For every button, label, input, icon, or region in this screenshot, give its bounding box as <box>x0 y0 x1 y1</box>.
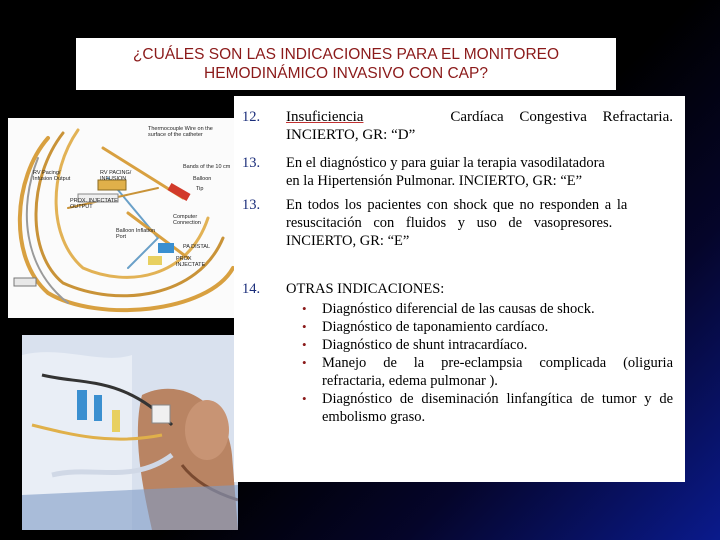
item-text-line2: INCIERTO, GR: “D” <box>286 127 416 143</box>
indication-item-14 <box>242 280 673 480</box>
bullet-item: • Manejo de la pre-eclampsia complicada (oliguria refractaria, edema pulmonar ). <box>302 355 673 389</box>
bullet-icon: • <box>302 301 307 316</box>
label-pa-distal: PA DISTAL <box>183 244 211 250</box>
bullet-icon: • <box>302 355 307 370</box>
bullet-icon: • <box>302 319 307 334</box>
bullet-icon: • <box>302 337 307 352</box>
item-text-line1: Cardíaca Congestiva Refractaria. <box>450 109 673 125</box>
slide-title <box>76 38 616 90</box>
bullet-item: • Diagnóstico de taponamiento cardíaco. <box>302 319 549 335</box>
label-balloon: Balloon <box>193 176 212 182</box>
label-rv-pacing: RV Pacing/ Infusion Output <box>33 170 71 182</box>
item-number: 13. <box>242 197 261 213</box>
catheter-diagram-image <box>8 118 240 318</box>
item-text-line1: En todos los pacientes con shock que no responden a la <box>286 197 628 213</box>
label-tip: Tip <box>196 186 204 192</box>
item-text-line2: en la Hipertensión Pulmonar. INCIERTO, GR: “E” <box>286 173 583 189</box>
indication-item-12 <box>242 108 673 146</box>
item-text-line3: INCIERTO, GR: “E” <box>286 233 410 249</box>
label-bands: Bands of the 10 cm <box>183 164 231 170</box>
item-text-line2: resuscitación con fluidos y uso de vasopresores. <box>286 215 613 231</box>
label-prox-injectate-2: PROX INJECTATE <box>176 256 206 268</box>
label-prox-injectate: PROX. INJECTATE OUTPUT <box>70 198 118 210</box>
indication-item-13a <box>242 154 673 190</box>
indication-item-13b <box>242 196 673 252</box>
patient-photo <box>22 335 238 530</box>
title-line-1: ¿CUÁLES SON LAS INDICACIONES PARA EL MONITOREO <box>132 46 560 63</box>
title-line-2: HEMODINÁMICO INVASIVO CON CAP? <box>204 65 488 82</box>
label-balloon-inflation: Balloon Inflation Port <box>116 228 156 240</box>
item-text-line1: En el diagnóstico y para guiar la terapia vasodilatadora <box>286 155 605 171</box>
bullet-item: • Diagnóstico diferencial de las causas de shock. <box>302 301 595 317</box>
label-rv-pacing-infusion: RV PACING/ INFUSION <box>100 170 132 182</box>
bullet-icon: • <box>302 391 307 406</box>
item-heading: OTRAS INDICACIONES: <box>286 281 445 297</box>
bullet-item: • Diagnóstico de shunt intracardíaco. <box>302 337 528 353</box>
item-number: 14. <box>242 281 261 297</box>
item-heading: Insuficiencia <box>286 109 364 125</box>
label-thermocouple: Thermocouple Wire on the surface of the catheter <box>148 126 213 138</box>
item-number: 12. <box>242 109 261 125</box>
label-computer: Computer Connection <box>173 214 201 226</box>
indications-panel <box>234 96 685 482</box>
patient-drawing <box>22 335 238 530</box>
bullet-item: • Diagnóstico de diseminación linfangítica de tumor y de embolismo graso. <box>302 391 673 425</box>
item-number: 13. <box>242 155 261 171</box>
